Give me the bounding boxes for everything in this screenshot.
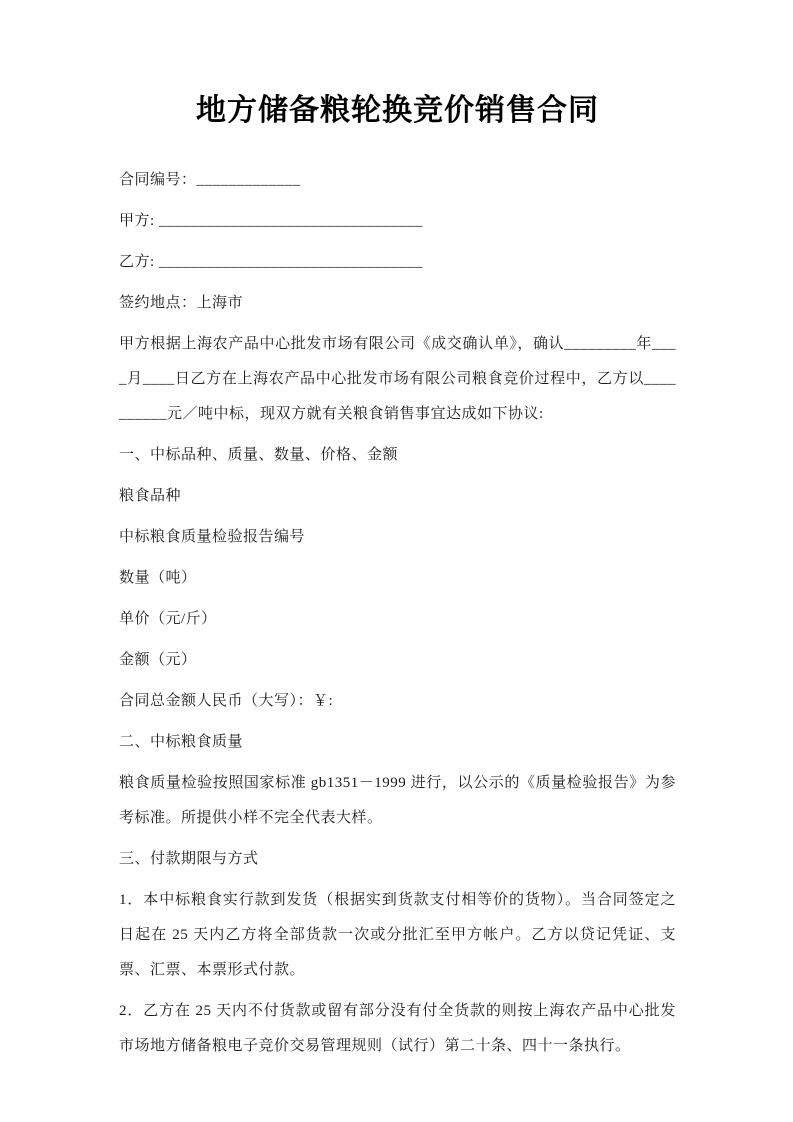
- party-b-line: 乙方: _________________________________: [119, 254, 423, 270]
- field-unit-price: 单价（元/斤）: [119, 611, 217, 627]
- payment-clause-2: 2．乙方在 25 天内不付货款或留有部分没有付全货款的则按上海农产品中心批发市场地方储备粮电子竞价交易管理规则（试行）第二十条、四十一条执行。: [119, 1003, 676, 1054]
- field-inspection-report-number: 中标粮食质量检验报告编号: [119, 529, 306, 545]
- section-2-heading: 二、中标粮食质量: [119, 734, 244, 750]
- document-title: 地方储备粮轮换竞价销售合同: [196, 94, 599, 127]
- quality-clause-paragraph: 粮食质量检验按照国家标准 gb1351－1999 进行，以公示的《质量检验报告》为参考标准。所提供小样不完全代表大样。: [119, 775, 676, 826]
- signing-location-line: 签约地点：上海市: [119, 295, 244, 311]
- field-amount-yuan: 金额（元）: [119, 652, 197, 668]
- section-1-heading: 一、中标品种、质量、数量、价格、金额: [119, 447, 399, 463]
- preamble-paragraph: 甲方根据上海农产品中心批发市场有限公司《成交确认单》，确认_________年____月____日乙方在上海农产品中心批发市场有限公司粮食竞价过程中，乙方以__________元／吨中标，现双方就有关粮食销售事宜达成如下协议:: [119, 336, 676, 422]
- section-3-heading: 三、付款期限与方式: [119, 851, 259, 867]
- field-quantity-tons: 数量（吨）: [119, 570, 197, 586]
- party-a-line: 甲方: _________________________________: [119, 213, 423, 229]
- field-grain-variety: 粮食品种: [119, 488, 182, 504]
- payment-clause-1: 1．本中标粮食实行款到发货（根据实到货款支付相等价的货物）。当合同签定之日起在 25 天内乙方将全部货款一次或分批汇至甲方帐户。乙方以贷记凭证、支票、汇票、本票形式付款。: [119, 892, 676, 978]
- field-total-amount: 合同总金额人民币（大写）：￥:: [119, 693, 334, 709]
- contract-number-line: 合同编号：_____________: [119, 172, 301, 188]
